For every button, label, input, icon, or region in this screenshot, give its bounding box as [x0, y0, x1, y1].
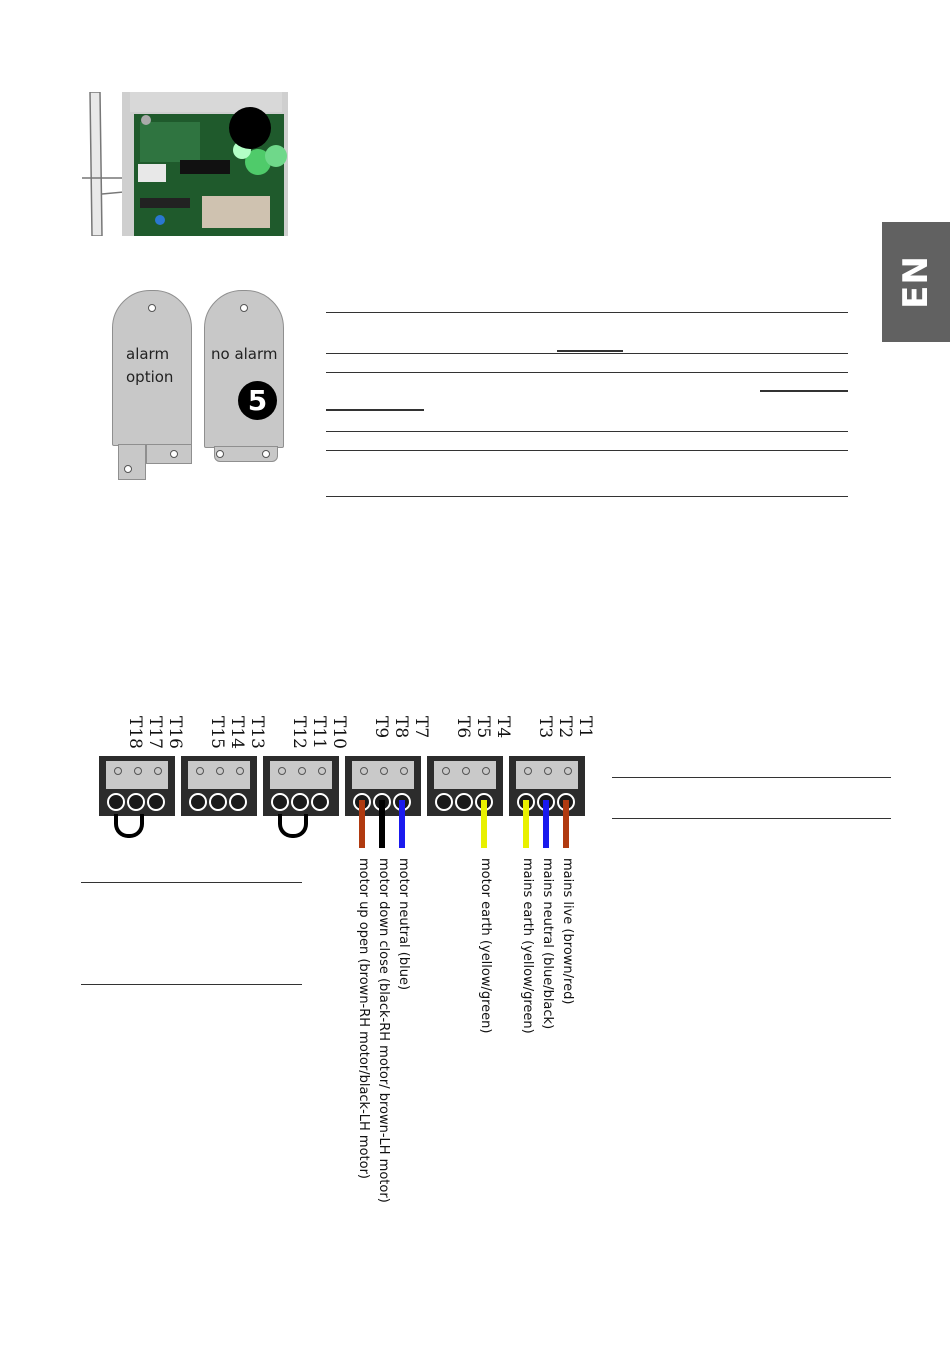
- terminal-hole: [455, 793, 473, 811]
- terminal-block: [263, 756, 339, 816]
- language-tab-label: EN: [896, 255, 936, 309]
- terminal-screw: [442, 767, 450, 775]
- terminal-screw: [236, 767, 244, 775]
- wire-label-t3: mains earth (yellow/green): [520, 858, 535, 1034]
- wire-t8: [379, 800, 385, 848]
- wire-t9: [359, 800, 365, 848]
- table-rule: [326, 353, 848, 354]
- terminal-screw: [400, 767, 408, 775]
- wire-t3: [523, 800, 529, 848]
- terminal-label: T12: [289, 716, 309, 749]
- table-rule: [326, 496, 848, 497]
- jumper-bridge: [278, 814, 308, 838]
- terminal-label: T7: [411, 716, 431, 739]
- terminal-label: T6: [453, 716, 473, 739]
- terminal-screw: [318, 767, 326, 775]
- terminal-screw: [564, 767, 572, 775]
- terminal-hole: [209, 793, 227, 811]
- step-number-badge: 5: [238, 381, 277, 420]
- wire-t4: [481, 800, 487, 848]
- terminal-block: [427, 756, 503, 816]
- terminal-hole: [435, 793, 453, 811]
- terminal-label: T18: [125, 716, 145, 749]
- terminal-hole: [271, 793, 289, 811]
- wire-t1: [563, 800, 569, 848]
- terminal-hole: [291, 793, 309, 811]
- terminal-label: T5: [473, 716, 493, 739]
- terminal-hole: [311, 793, 329, 811]
- terminal-screw: [114, 767, 122, 775]
- wire-t2: [543, 800, 549, 848]
- terminal-label: T11: [309, 716, 329, 749]
- table-rule: [326, 431, 848, 432]
- terminal-block: [99, 756, 175, 816]
- terminal-screw: [134, 767, 142, 775]
- wire-label-t1: mains live (brown/red): [560, 858, 575, 1005]
- jumper-bridge: [114, 814, 144, 838]
- terminal-screw: [380, 767, 388, 775]
- terminal-label: T8: [391, 716, 411, 739]
- underline-mark: [760, 390, 848, 392]
- terminal-screw: [154, 767, 162, 775]
- terminal-label: T14: [227, 716, 247, 749]
- terminal-screw: [278, 767, 286, 775]
- table-rule: [81, 984, 302, 985]
- wire-label-t7: motor neutral (blue): [396, 858, 411, 991]
- terminal-screw: [462, 767, 470, 775]
- terminal-screw: [524, 767, 532, 775]
- terminal-screw: [298, 767, 306, 775]
- terminal-hole: [229, 793, 247, 811]
- terminal-screw: [216, 767, 224, 775]
- terminal-label: T4: [493, 716, 513, 739]
- wire-label-t2: mains neutral (blue/black): [540, 858, 555, 1030]
- table-rule: [326, 450, 848, 451]
- control-board-photo: [80, 92, 288, 236]
- terminal-label: T3: [535, 716, 555, 739]
- terminal-label: T17: [145, 716, 165, 749]
- wire-label-t4: motor earth (yellow/green): [478, 858, 493, 1034]
- table-rule: [612, 818, 891, 819]
- terminal-label: T15: [207, 716, 227, 749]
- alarm-option-line2: option: [126, 368, 174, 386]
- terminal-screw: [196, 767, 204, 775]
- wire-t7: [399, 800, 405, 848]
- terminal-label: T1: [575, 716, 595, 739]
- terminal-label: T9: [371, 716, 391, 739]
- terminal-screw: [360, 767, 368, 775]
- terminal-screw: [482, 767, 490, 775]
- wire-label-t8: motor down close (black-RH motor/ brown-LH motor): [376, 858, 391, 1203]
- terminal-label: T2: [555, 716, 575, 739]
- underline-mark: [326, 409, 424, 411]
- terminal-hole: [189, 793, 207, 811]
- wire-label-t9: motor up open (brown-RH motor/black-LH motor): [356, 858, 371, 1180]
- alarm-option-line1: alarm: [126, 345, 170, 363]
- language-tab[interactable]: [882, 222, 950, 342]
- terminal-label: T13: [247, 716, 267, 749]
- table-rule: [326, 312, 848, 313]
- terminal-label: T10: [329, 716, 349, 749]
- table-rule: [612, 777, 891, 778]
- terminal-hole: [107, 793, 125, 811]
- terminal-hole: [147, 793, 165, 811]
- terminal-hole: [127, 793, 145, 811]
- table-rule: [326, 372, 848, 373]
- no-alarm-label: no alarm: [211, 345, 278, 363]
- table-rule: [81, 882, 302, 883]
- terminal-label: T16: [165, 716, 185, 749]
- terminal-block: [181, 756, 257, 816]
- terminal-screw: [544, 767, 552, 775]
- underline-mark: [557, 350, 623, 352]
